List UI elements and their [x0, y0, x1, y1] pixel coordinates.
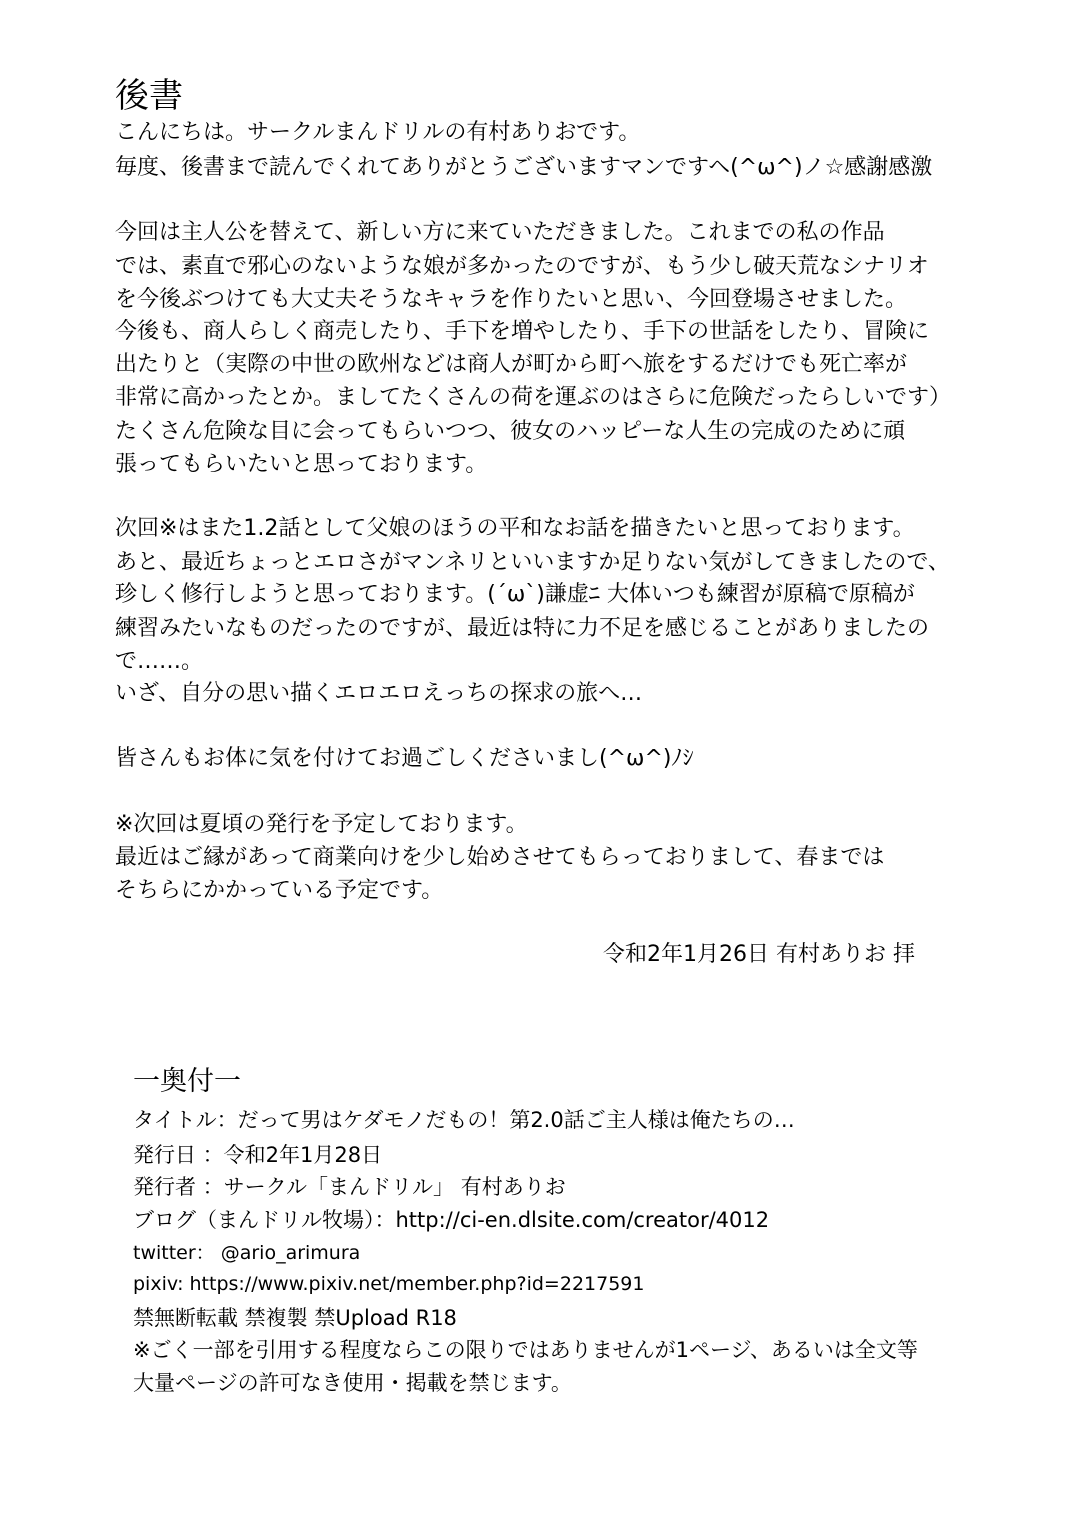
afterword-line: では、素直で邪心のないような娘が多かったのですが、もう少し破天荒なシナリオ: [115, 254, 929, 279]
afterword-line: 毎度、後書まで読んでくれてありがとうございますマンですヘ(^ω^)ノ☆感謝感激: [115, 155, 933, 180]
afterword-line: 張ってもらいたいと思っております。: [115, 452, 488, 477]
afterword-line: 次回※はまた1.2話として父娘のほうの平和なお話を描きたいと思っております。: [115, 516, 915, 541]
afterword-signature: 令和2年1月26日 有村ありお 拝: [603, 942, 915, 967]
afterword-line: いざ、自分の思い描くエロエロえっちの探求の旅へ…: [115, 681, 643, 706]
afterword-line: たくさん危険な目に会ってもらいつつ、彼女のハッピーな人生の完成のために頑: [115, 419, 906, 444]
afterword-line: で……。: [115, 649, 204, 674]
afterword-line: そちらにかかっている予定です。: [115, 878, 444, 903]
colophon-pixiv-line: pixiv: https://www.pixiv.net/member.php?id=2217591: [133, 1273, 645, 1295]
colophon-date-line: 発行日 ：令和2年1月28日: [133, 1143, 383, 1167]
colophon-prohibition-line: 禁無断転載 禁複製 禁Upload R18: [133, 1306, 457, 1330]
colophon-twitter-line: twitter： @ario_arimura: [133, 1242, 361, 1264]
afterword-line: こんにちは。サークルまんドリルの有村ありおです。: [115, 120, 641, 145]
afterword-line: あと、最近ちょっとエロさがマンネリといいますか足りない気がしてきましたので、: [115, 550, 950, 575]
colophon-note-line: 大量ページの許可なき使用・掲載を禁じます。: [133, 1371, 572, 1395]
afterword-line: ※次回は夏頃の発行を予定しております。: [115, 812, 528, 837]
afterword-line: を今後ぶつけても大丈夫そうなキャラを作りたいと思い、今回登場させました。: [115, 287, 908, 312]
colophon-title: 一奥付一: [133, 1066, 241, 1097]
colophon-note-line: ※ごく一部を引用する程度ならこの限りではありませんが1ページ、あるいは全文等: [133, 1338, 918, 1362]
afterword-line: 最近はご縁があって商業向けを少し始めさせてもらっておりまして、春までは: [115, 845, 885, 870]
afterword-line: 非常に高かったとか。ましてたくさんの荷を運ぶのはさらに危険だったらしいです）: [115, 385, 952, 410]
colophon-blog-line: ブログ（まんドリル牧場）：http://ci-en.dlsite.com/creator/4012: [133, 1208, 770, 1232]
afterword-line: 皆さんもお体に気を付けてお過ごしくださいまし(^ω^)ﾉｼ: [115, 746, 694, 771]
colophon-publisher-line: 発行者 ：サークル「まんドリル」 有村ありお: [133, 1175, 566, 1199]
colophon-title-line: タイトル：だって男はケダモノだもの！第2.0話ご主人様は俺たちの…: [133, 1108, 795, 1132]
afterword-line: 今後も、商人らしく商売したり、手下を増やしたり、手下の世話をしたり、冒険に: [115, 319, 930, 344]
afterword-title: 後書: [115, 76, 183, 116]
afterword-line: 練習みたいなものだったのですが、最近は特に力不足を感じることがありましたの: [115, 616, 930, 641]
afterword-line: 珍しく修行しようと思っております。(´ω`)謙虚ﾆ 大体いつも練習が原稿で原稿が: [115, 582, 915, 607]
afterword-line: 出たりと（実際の中世の欧州などは商人が町から町へ旅をするだけでも死亡率が: [115, 352, 908, 377]
afterword-line: 今回は主人公を替えて、新しい方に来ていただきました。これまでの私の作品: [115, 220, 885, 245]
